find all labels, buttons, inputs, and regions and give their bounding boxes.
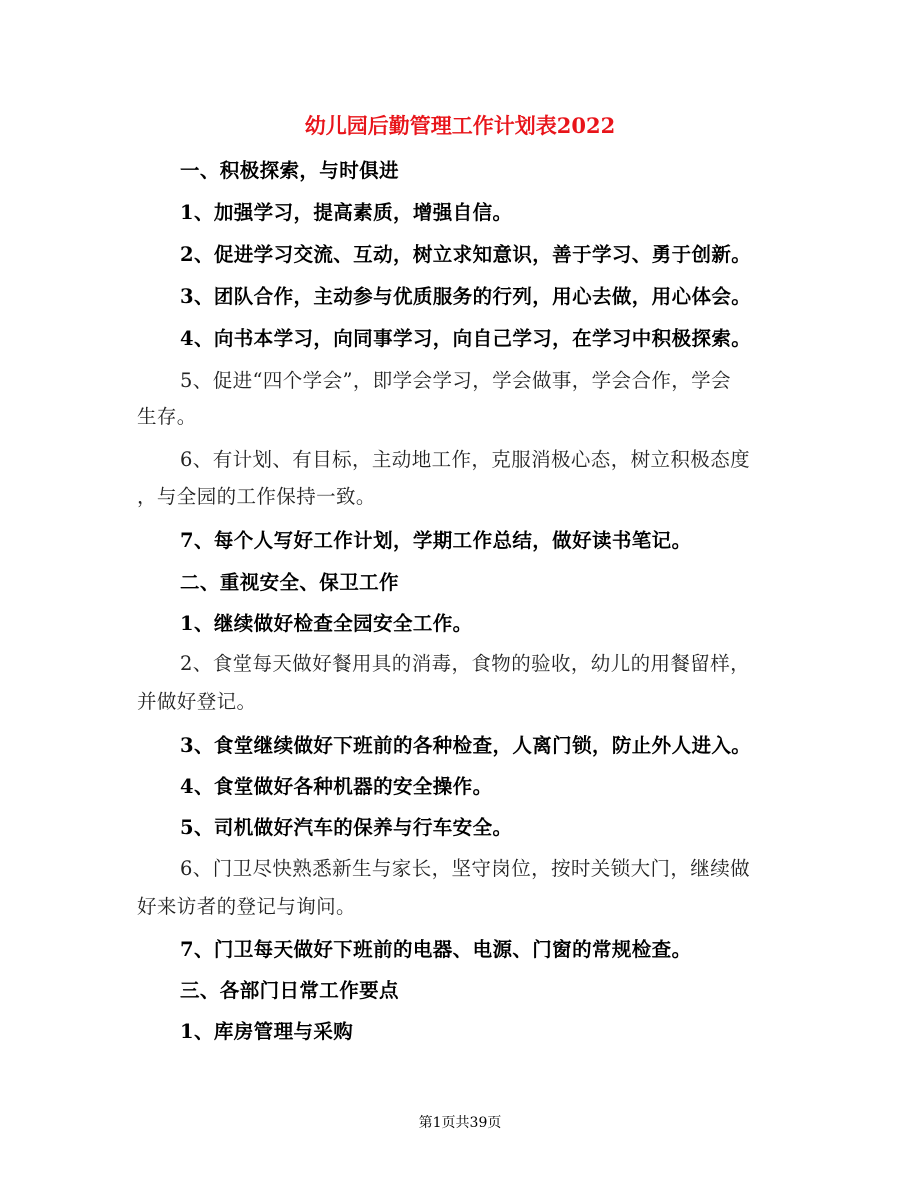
paragraph-line-continued: 好来访者的登记与询问。 [137, 895, 356, 918]
paragraph-line: 2、食堂每天做好餐用具的消毒，食物的验收，幼儿的用餐留样， [180, 652, 751, 675]
document-title: 幼儿园后勤管理工作计划表2022 [304, 113, 616, 138]
paragraph-line: 7、每个人写好工作计划，学期工作总结，做好读书笔记。 [180, 529, 692, 552]
paragraph-line-continued: 并做好登记。 [137, 690, 257, 713]
paragraph-line: 1、库房管理与采购 [180, 1020, 354, 1043]
paragraph-line: 2、促进学习交流、互动，树立求知意识，善于学习、勇于创新。 [180, 243, 752, 266]
paragraph-line: 5、司机做好汽车的保养与行车安全。 [180, 816, 513, 839]
paragraph-line: 4、食堂做好各种机器的安全操作。 [180, 775, 493, 798]
paragraph-line: 3、食堂继续做好下班前的各种检查，人离门锁，防止外人进入。 [180, 734, 752, 757]
paragraph-line-continued: ，与全园的工作保持一致。 [137, 485, 376, 508]
section-heading-2: 二、重视安全、保卫工作 [180, 571, 399, 594]
paragraph-line: 6、门卫尽快熟悉新生与家长，坚守岗位，按时关锁大门，继续做 [180, 857, 751, 880]
paragraph-line: 6、有计划、有目标，主动地工作，克服消极心态，树立积极态度 [180, 448, 751, 471]
paragraph-line: 5、促进“四个学会”，即学会学习，学会做事，学会合作，学会 [180, 369, 731, 392]
page-footer: 第1页共39页 [418, 1115, 502, 1131]
paragraph-line: 1、加强学习，提高素质，增强自信。 [180, 201, 513, 224]
paragraph-line: 3、团队合作，主动参与优质服务的行列，用心去做，用心体会。 [180, 285, 752, 308]
paragraph-line-continued: 生存。 [137, 405, 197, 428]
paragraph-line: 7、门卫每天做好下班前的电器、电源、门窗的常规检查。 [180, 938, 692, 961]
paragraph-line: 1、继续做好检查全园安全工作。 [180, 612, 473, 635]
section-heading-1: 一、积极探索，与时俱进 [180, 159, 399, 182]
section-heading-3: 三、各部门日常工作要点 [180, 979, 399, 1002]
paragraph-line: 4、向书本学习，向同事学习，向自己学习，在学习中积极探索。 [180, 327, 752, 350]
